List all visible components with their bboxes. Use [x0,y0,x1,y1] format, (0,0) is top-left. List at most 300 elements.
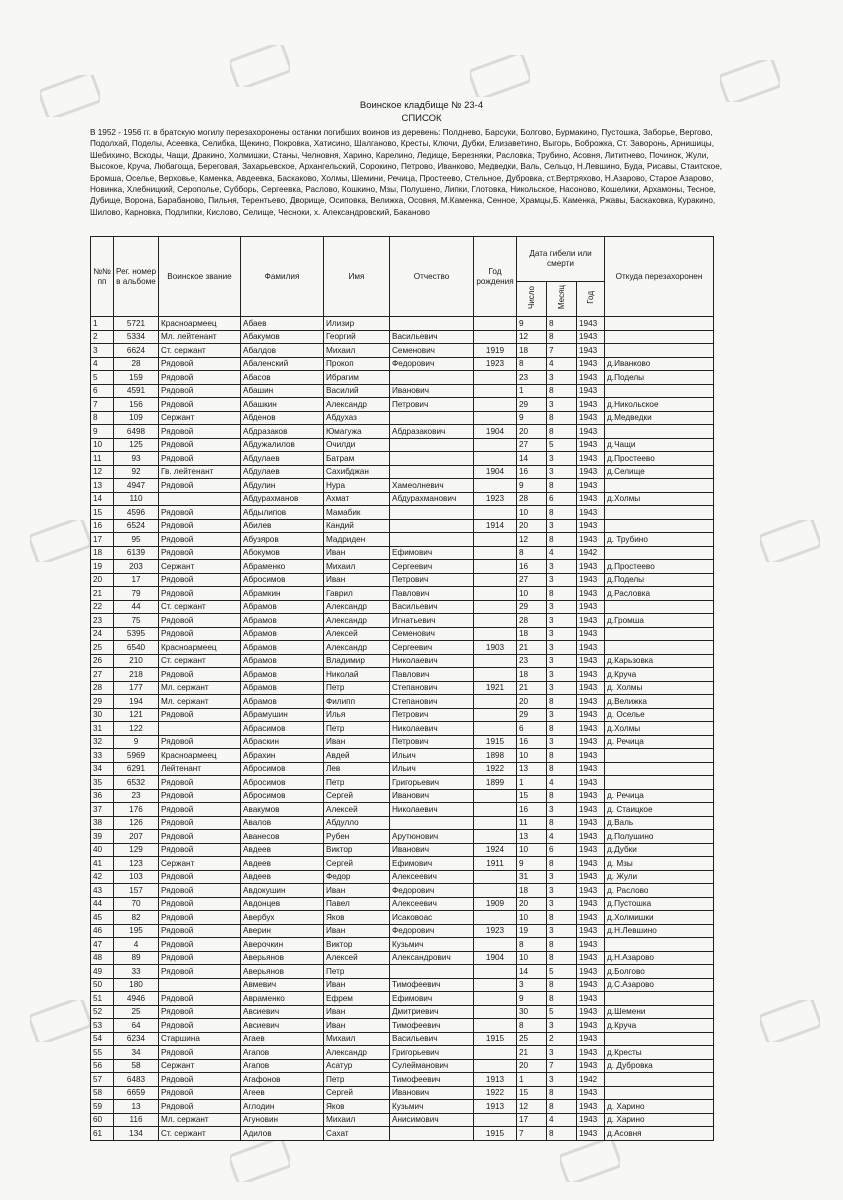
cell-origin [605,330,714,344]
cell-day: 8 [517,357,547,371]
table-row [91,344,714,358]
cell-birth: 1923 [474,357,517,371]
cell-month: 3 [547,884,577,898]
cell-year: 1943 [577,330,605,344]
cell-num: 58 [91,1086,114,1100]
cell-surname: Абдулаев [241,465,324,479]
cell-surname: Абрамов [241,600,324,614]
cell-name: Александр [324,398,390,412]
cell-surname: Авдеев [241,870,324,884]
cell-rank: Рядовой [159,438,241,452]
cell-num: 50 [91,978,114,992]
table-row [91,1059,714,1073]
cell-birth: 1923 [474,924,517,938]
cell-birth [474,573,517,587]
table-row [91,884,714,898]
cell-reg: 6524 [114,519,159,533]
cell-origin: д.Простеево [605,452,714,466]
cell-reg: 93 [114,452,159,466]
cell-rank: Рядовой [159,398,241,412]
table-row [91,1019,714,1033]
cell-num: 42 [91,870,114,884]
cell-name: Иван [324,573,390,587]
cell-month: 8 [547,749,577,763]
cell-month: 4 [547,776,577,790]
cell-surname: Агеев [241,1086,324,1100]
cell-patronymic: Тимофеевич [390,1073,474,1087]
cell-rank: Рядовой [159,573,241,587]
cell-origin: д.Велижка [605,695,714,709]
cell-origin: д.Кресты [605,1046,714,1060]
cell-birth [474,506,517,520]
cell-reg: 116 [114,1113,159,1127]
cell-month: 8 [547,816,577,830]
cell-month: 3 [547,627,577,641]
cell-surname: Абалдов [241,344,324,358]
cell-year: 1943 [577,344,605,358]
cell-patronymic: Федорович [390,924,474,938]
cell-num: 5 [91,371,114,385]
cell-birth: 1911 [474,857,517,871]
cell-year: 1943 [577,870,605,884]
cell-month: 8 [547,330,577,344]
cell-rank: Сержант [159,1059,241,1073]
cell-surname: Абросимов [241,776,324,790]
cell-origin: д.Валь [605,816,714,830]
cell-patronymic: Николаевич [390,722,474,736]
cell-birth [474,452,517,466]
cell-birth: 1903 [474,641,517,655]
cell-surname: Абраменко [241,560,324,574]
cell-patronymic [390,816,474,830]
watermark-stamp-icon [30,1000,90,1042]
cell-surname: Абрамов [241,654,324,668]
cell-reg: 180 [114,978,159,992]
cell-patronymic: Исаковоас [390,911,474,925]
cell-rank: Рядовой [159,1073,241,1087]
cell-day: 18 [517,884,547,898]
cell-year: 1943 [577,1019,605,1033]
cell-month: 8 [547,911,577,925]
cell-surname: Абдурахманов [241,492,324,506]
cell-num: 10 [91,438,114,452]
cell-num: 28 [91,681,114,695]
cell-birth [474,708,517,722]
table-row [91,857,714,871]
cell-year: 1943 [577,911,605,925]
cell-rank: Рядовой [159,897,241,911]
cell-surname: Агапов [241,1059,324,1073]
cell-day: 13 [517,762,547,776]
cell-rank: Рядовой [159,1005,241,1019]
cell-rank: Рядовой [159,546,241,560]
cell-reg: 5334 [114,330,159,344]
cell-birth: 1921 [474,681,517,695]
cell-year: 1943 [577,614,605,628]
cell-num: 46 [91,924,114,938]
table-row [91,1127,714,1141]
cell-num: 14 [91,492,114,506]
cell-birth [474,830,517,844]
cell-name: Ефрем [324,992,390,1006]
cell-num: 59 [91,1100,114,1114]
cell-birth: 1924 [474,843,517,857]
cell-surname: Абрамкин [241,587,324,601]
cell-surname: Абрамушин [241,708,324,722]
table-row [91,1100,714,1114]
cell-num: 36 [91,789,114,803]
cell-month: 4 [547,1113,577,1127]
cell-month: 3 [547,897,577,911]
cell-year: 1943 [577,1113,605,1127]
cell-surname: Абрамов [241,695,324,709]
table-row [91,317,714,331]
cell-name: Иван [324,1005,390,1019]
cell-surname: Абаленский [241,357,324,371]
table-row [91,1086,714,1100]
cell-birth [474,330,517,344]
cell-reg: 177 [114,681,159,695]
cell-num: 34 [91,762,114,776]
cell-origin: д. Жули [605,870,714,884]
cell-surname: Абрахин [241,749,324,763]
cell-patronymic: Павлович [390,668,474,682]
cell-name: Михаил [324,344,390,358]
cell-month: 8 [547,1086,577,1100]
cell-name: Иван [324,924,390,938]
cell-reg: 159 [114,371,159,385]
cell-month: 3 [547,1073,577,1087]
cell-birth [474,398,517,412]
cell-day: 20 [517,695,547,709]
cell-day: 9 [517,857,547,871]
cell-rank: Рядовой [159,735,241,749]
cell-day: 9 [517,411,547,425]
cell-num: 4 [91,357,114,371]
cell-patronymic: Игнатьевич [390,614,474,628]
cell-day: 8 [517,546,547,560]
cell-patronymic: Абдурахманович [390,492,474,506]
cell-name: Виктор [324,938,390,952]
table-row [91,695,714,709]
cell-num: 20 [91,573,114,587]
cell-num: 37 [91,803,114,817]
cell-reg: 95 [114,533,159,547]
cell-reg: 121 [114,708,159,722]
header-death-date: Дата гибели или смерти [517,237,605,282]
cell-patronymic: Сулейманович [390,1059,474,1073]
cell-surname: Абдразаков [241,425,324,439]
cell-month: 3 [547,1046,577,1060]
cell-birth: 1915 [474,735,517,749]
cell-name: Батрам [324,452,390,466]
cell-origin: д.Расловка [605,587,714,601]
cell-year: 1943 [577,371,605,385]
cell-surname: Абросимов [241,789,324,803]
cell-num: 26 [91,654,114,668]
cell-reg: 6624 [114,344,159,358]
cell-birth [474,1059,517,1073]
cell-name: Николай [324,668,390,682]
cell-num: 60 [91,1113,114,1127]
cell-day: 13 [517,830,547,844]
cell-name: Сергей [324,1086,390,1100]
cell-rank: Мл. сержант [159,1113,241,1127]
cell-patronymic [390,506,474,520]
cell-year: 1943 [577,587,605,601]
table-row [91,398,714,412]
cell-year: 1943 [577,357,605,371]
cell-reg: 123 [114,857,159,871]
cell-month: 8 [547,938,577,952]
cell-day: 21 [517,641,547,655]
cell-reg: 110 [114,492,159,506]
cell-origin: д.Асовня [605,1127,714,1141]
cell-year: 1943 [577,1046,605,1060]
cell-year: 1943 [577,843,605,857]
cell-num: 45 [91,911,114,925]
cell-rank: Рядовой [159,506,241,520]
cell-birth [474,938,517,952]
cell-day: 7 [517,1127,547,1141]
cell-birth [474,654,517,668]
cell-rank: Рядовой [159,452,241,466]
cell-name: Юмагужа [324,425,390,439]
cell-day: 12 [517,1100,547,1114]
cell-rank: Лейтенант [159,762,241,776]
cell-origin: д.Дубки [605,843,714,857]
cell-month: 3 [547,668,577,682]
cell-name: Авдей [324,749,390,763]
cell-rank: Рядовой [159,357,241,371]
cell-rank: Рядовой [159,938,241,952]
cell-year: 1943 [577,560,605,574]
cell-month: 3 [547,465,577,479]
table-row [91,1113,714,1127]
cell-origin [605,425,714,439]
table-row [91,992,714,1006]
cell-name: Асатур [324,1059,390,1073]
cell-patronymic: Ильич [390,749,474,763]
cell-birth [474,614,517,628]
header-name: Имя [324,237,390,317]
cell-reg: 25 [114,1005,159,1019]
cell-origin: д. Харино [605,1113,714,1127]
cell-day: 1 [517,1073,547,1087]
cell-num: 44 [91,897,114,911]
cell-reg: 17 [114,573,159,587]
cell-reg: 6659 [114,1086,159,1100]
cell-patronymic: Федорович [390,357,474,371]
cell-num: 9 [91,425,114,439]
table-row [91,411,714,425]
cell-day: 28 [517,492,547,506]
cell-rank: Рядовой [159,384,241,398]
cell-year: 1943 [577,978,605,992]
cell-name: Сергей [324,857,390,871]
cell-reg: 6498 [114,425,159,439]
header-month: Месяц [547,282,577,317]
cell-origin [605,1032,714,1046]
cell-patronymic [390,371,474,385]
cell-birth [474,438,517,452]
cell-month: 8 [547,992,577,1006]
cell-name: Александр [324,614,390,628]
cell-rank: Сержант [159,411,241,425]
cell-origin: д. Мзы [605,857,714,871]
cell-origin: д.Холмишки [605,911,714,925]
cell-reg: 33 [114,965,159,979]
table-row [91,722,714,736]
cell-day: 18 [517,668,547,682]
cell-day: 14 [517,965,547,979]
cell-year: 1942 [577,546,605,560]
cell-month: 3 [547,573,577,587]
cell-patronymic: Тимофеевич [390,978,474,992]
cell-name: Сергей [324,789,390,803]
cell-day: 16 [517,803,547,817]
cell-reg: 92 [114,465,159,479]
table-row [91,668,714,682]
cell-day: 9 [517,992,547,1006]
table-row [91,573,714,587]
cell-origin [605,762,714,776]
cell-birth [474,911,517,925]
cell-month: 3 [547,560,577,574]
cell-patronymic: Кузьмич [390,938,474,952]
cell-month: 3 [547,708,577,722]
cell-reg: 6139 [114,546,159,560]
cell-rank: Рядовой [159,911,241,925]
table-row [91,708,714,722]
cell-birth: 1904 [474,951,517,965]
cell-surname: Авдонцев [241,897,324,911]
cell-year: 1943 [577,924,605,938]
cell-month: 3 [547,519,577,533]
cell-origin: д.Селище [605,465,714,479]
cell-birth [474,384,517,398]
cell-num: 39 [91,830,114,844]
cell-patronymic: Тимофеевич [390,1019,474,1033]
cell-month: 3 [547,924,577,938]
cell-month: 8 [547,479,577,493]
cell-origin: д. Трубино [605,533,714,547]
cell-reg: 103 [114,870,159,884]
cell-year: 1943 [577,411,605,425]
table-row [91,1046,714,1060]
cell-surname: Авсиевич [241,1005,324,1019]
cell-surname: Авдокушин [241,884,324,898]
cell-rank: Рядовой [159,425,241,439]
table-row [91,371,714,385]
cell-rank: Мл. сержант [159,695,241,709]
cell-month: 6 [547,843,577,857]
cell-birth [474,533,517,547]
cell-surname: Абаев [241,317,324,331]
table-row [91,357,714,371]
cell-birth [474,1046,517,1060]
cell-origin [605,600,714,614]
cell-day: 10 [517,506,547,520]
cell-origin: д.Н.Левшино [605,924,714,938]
cell-year: 1943 [577,965,605,979]
cell-day: 1 [517,776,547,790]
header-birth-year: Год рождения [474,237,517,317]
cell-reg: 58 [114,1059,159,1073]
cell-reg: 5395 [114,627,159,641]
cell-year: 1943 [577,695,605,709]
cell-surname: Авсиевич [241,1019,324,1033]
cell-surname: Авдеев [241,857,324,871]
cell-year: 1943 [577,708,605,722]
cell-day: 31 [517,870,547,884]
cell-year: 1943 [577,681,605,695]
cell-patronymic: Ефимович [390,992,474,1006]
cell-patronymic: Семенович [390,344,474,358]
table-row [91,830,714,844]
cell-day: 27 [517,438,547,452]
cell-rank [159,978,241,992]
cell-reg: 134 [114,1127,159,1141]
cell-num: 3 [91,344,114,358]
cell-day: 6 [517,722,547,736]
cell-year: 1943 [577,492,605,506]
cell-year: 1943 [577,627,605,641]
cell-year: 1943 [577,573,605,587]
cell-patronymic: Степанович [390,695,474,709]
cell-surname: Адилов [241,1127,324,1141]
cell-reg: 176 [114,803,159,817]
cell-rank: Рядовой [159,789,241,803]
cell-num: 31 [91,722,114,736]
cell-patronymic: Ефимович [390,857,474,871]
table-row [91,789,714,803]
table-row [91,425,714,439]
cell-origin [605,938,714,952]
cell-year: 1943 [577,1086,605,1100]
cell-month: 7 [547,344,577,358]
cell-surname: Авраменко [241,992,324,1006]
cell-name: Александр [324,1046,390,1060]
table-row [91,654,714,668]
table-row [91,438,714,452]
cell-month: 3 [547,600,577,614]
cell-num: 12 [91,465,114,479]
cell-origin: д.Шемени [605,1005,714,1019]
table-row [91,681,714,695]
cell-birth [474,587,517,601]
table-row [91,627,714,641]
cell-day: 18 [517,627,547,641]
cell-patronymic: Васильевич [390,600,474,614]
table-row [91,506,714,520]
cell-surname: Авмевич [241,978,324,992]
cell-month: 8 [547,695,577,709]
cell-year: 1943 [577,857,605,871]
cell-month: 8 [547,506,577,520]
cell-month: 3 [547,803,577,817]
cell-reg: 28 [114,357,159,371]
cell-rank: Рядовой [159,870,241,884]
cell-name: Иван [324,884,390,898]
cell-day: 9 [517,317,547,331]
cell-origin: д.Круча [605,668,714,682]
cell-rank: Рядовой [159,816,241,830]
cell-month: 8 [547,1100,577,1114]
cell-patronymic: Абдразакович [390,425,474,439]
cell-birth [474,695,517,709]
cell-origin [605,749,714,763]
